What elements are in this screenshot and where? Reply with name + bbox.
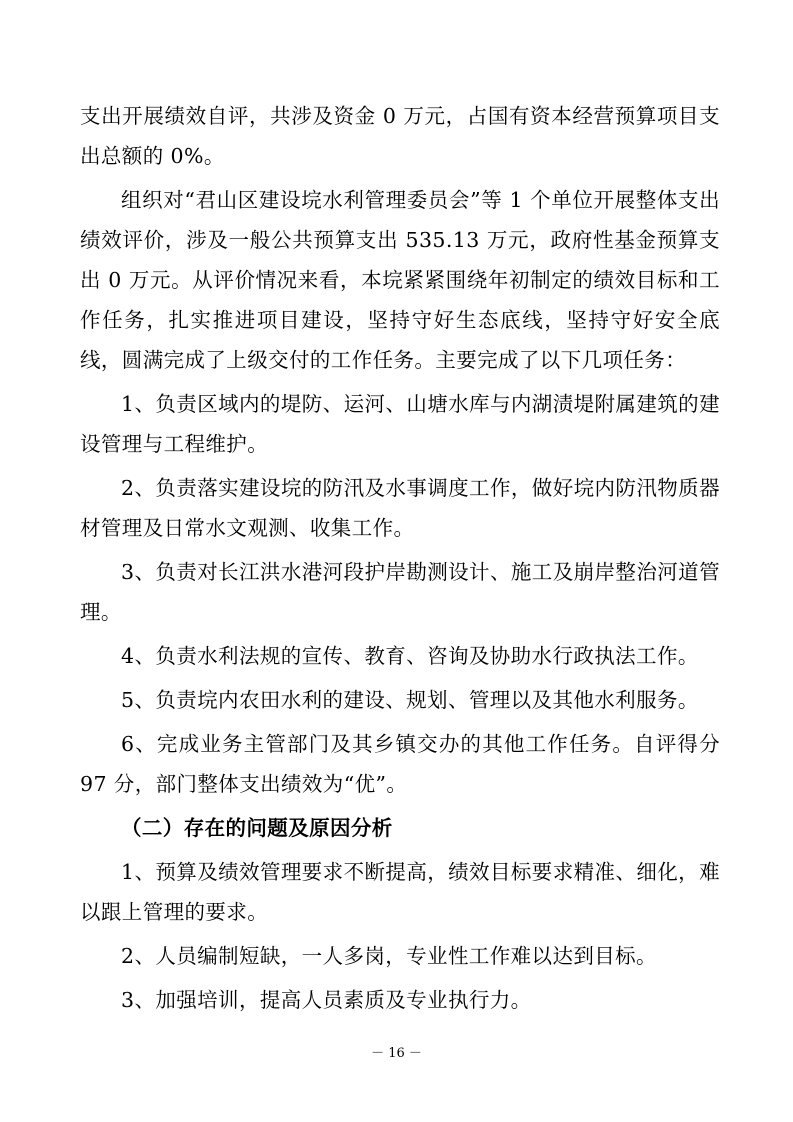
task-item-2: 2、负责落实建设垸的防汛及水事调度工作，做好垸内防汛物质器材管理及日常水文观测、收集工作。	[80, 476, 720, 540]
task-item-3: 3、负责对长江洪水港河段护岸勘测设计、施工及崩岸整治河道管理。	[80, 560, 720, 624]
task-item-4: 4、负责水利法规的宣传、教育、咨询及协助水行政执法工作。	[121, 644, 699, 668]
task-item-5: 5、负责垸内农田水利的建设、规划、管理以及其他水利服务。	[121, 688, 699, 712]
section-heading: （二）存在的问题及原因分析	[121, 816, 393, 840]
problem-item-1: 1、预算及绩效管理要求不断提高，绩效目标要求精准、细化，难以跟上管理的要求。	[80, 860, 720, 924]
task-item-6: 6、完成业务主管部门及其乡镇交办的其他工作任务。自评得分 97 分，部门整体支出绩效为“优”。	[80, 732, 720, 796]
body-text	[80, 96, 720, 1024]
problem-item-2: 2、人员编制短缺，一人多岗，专业性工作难以达到目标。	[121, 944, 657, 968]
problem-item-3: 3、加强培训，提高人员素质及专业执行力。	[121, 988, 532, 1012]
task-item-1: 1、负责区域内的堤防、运河、山塘水库与内湖渍堤附属建筑的建设管理与工程维护。	[80, 392, 720, 456]
page-number: － 16 －	[371, 1046, 422, 1061]
paragraph-continuation: 支出开展绩效自评，共涉及资金 0 万元，占国有资本经营预算项目支出总额的 0%。	[80, 104, 720, 168]
paragraph-evaluation-summary: 组织对“君山区建设垸水利管理委员会”等 1 个单位开展整体支出绩效评价，涉及一般公共预算支出 535.13 万元，政府性基金预算支出 0 万元。从评价情况来看，本垸紧紧围绕年初制定的绩效目标和工作任务，扎实推进项目建设，坚持守好生态底线，坚持守好安全底线，圆满完成了上级交付的工作任务。主要完成了以下几项任务：	[80, 188, 720, 372]
